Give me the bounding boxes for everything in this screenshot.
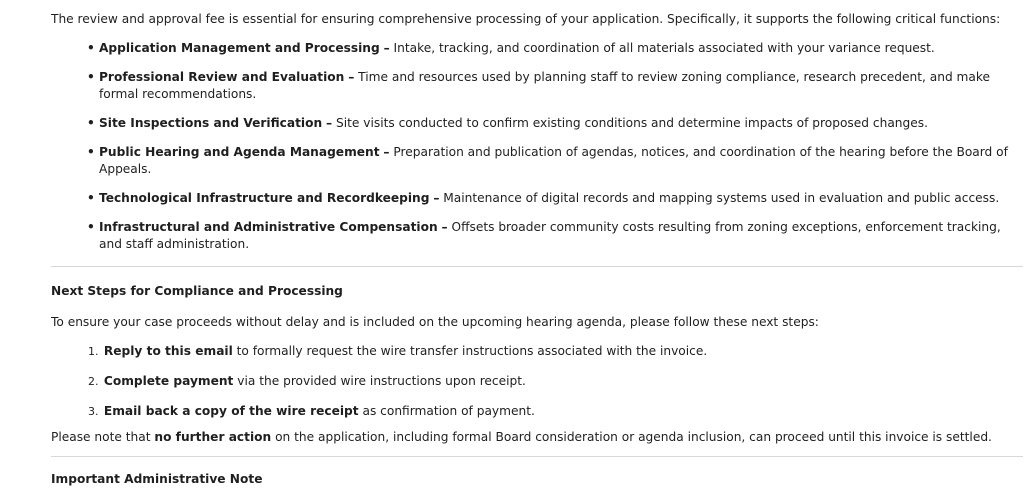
admin-note-heading: Important Administrative Note <box>51 472 263 486</box>
step-number: 1. <box>88 345 99 358</box>
step-number: 2. <box>88 375 99 388</box>
payment-note <box>51 428 992 446</box>
function-title: Professional Review and Evaluation <box>99 70 345 84</box>
step-detail: as confirmation of payment. <box>362 404 535 418</box>
step-number: 3. <box>88 405 99 418</box>
step-detail: via the provided wire instructions upon receipt. <box>237 374 526 388</box>
function-desc: Offsets broader community costs resulting from zoning exceptions, enforcement tracking, and staff administration. <box>99 220 1001 251</box>
list-item <box>88 402 707 421</box>
dash: – <box>441 220 448 234</box>
note-text: on the application, including formal Board consideration or agenda inclusion, can proceed until this invoice is settled. <box>275 430 992 444</box>
step-detail: to formally request the wire transfer instructions associated with the invoice. <box>236 344 708 358</box>
list-item <box>87 69 1017 103</box>
function-title: Site Inspections and Verification <box>99 116 323 130</box>
note-emphasis: no further action <box>154 430 272 444</box>
list-item <box>87 40 1017 57</box>
dash: – <box>348 70 355 84</box>
function-desc: Maintenance of digital records and mapping systems used in evaluation and public access. <box>443 191 1000 205</box>
list-item <box>88 342 707 361</box>
dash: – <box>326 116 333 130</box>
dash: – <box>383 41 390 55</box>
list-item <box>87 144 1017 178</box>
function-title: Technological Infrastructure and Recordkeeping <box>99 191 430 205</box>
dash: – <box>383 145 390 159</box>
list-item <box>87 190 1017 207</box>
function-desc: Site visits conducted to confirm existing conditions and determine impacts of proposed changes. <box>336 116 928 130</box>
section-divider <box>51 266 1023 267</box>
function-desc: Time and resources used by planning staff to review zoning compliance, research precedent, and make formal recommendations. <box>99 70 991 101</box>
list-item <box>88 372 707 391</box>
dash: – <box>433 191 440 205</box>
next-steps-heading: Next Steps for Compliance and Processing <box>51 284 343 298</box>
function-title: Public Hearing and Agenda Management <box>99 145 380 159</box>
fee-functions-list <box>87 40 1017 265</box>
function-desc: Intake, tracking, and coordination of all materials associated with your variance request. <box>393 41 935 55</box>
step-action: Email back a copy of the wire receipt <box>103 404 359 418</box>
function-title: Application Management and Processing <box>99 41 380 55</box>
intro-paragraph: The review and approval fee is essential for ensuring comprehensive processing of your application. Specifically, it supports the following critical functions: <box>51 12 1001 26</box>
function-title: Infrastructural and Administrative Compensation <box>99 220 438 234</box>
step-action: Reply to this email <box>103 344 233 358</box>
step-action: Complete payment <box>103 374 234 388</box>
function-desc: Preparation and publication of agendas, notices, and coordination of the hearing before the Board of Appeals. <box>99 145 1008 176</box>
next-steps-lead: To ensure your case proceeds without delay and is included on the upcoming hearing agenda, please follow these next steps: <box>51 315 819 329</box>
list-item <box>87 115 1017 132</box>
note-text: Please note that <box>51 430 151 444</box>
list-item <box>87 219 1017 253</box>
section-divider <box>51 456 1023 457</box>
next-steps-list <box>88 342 707 432</box>
